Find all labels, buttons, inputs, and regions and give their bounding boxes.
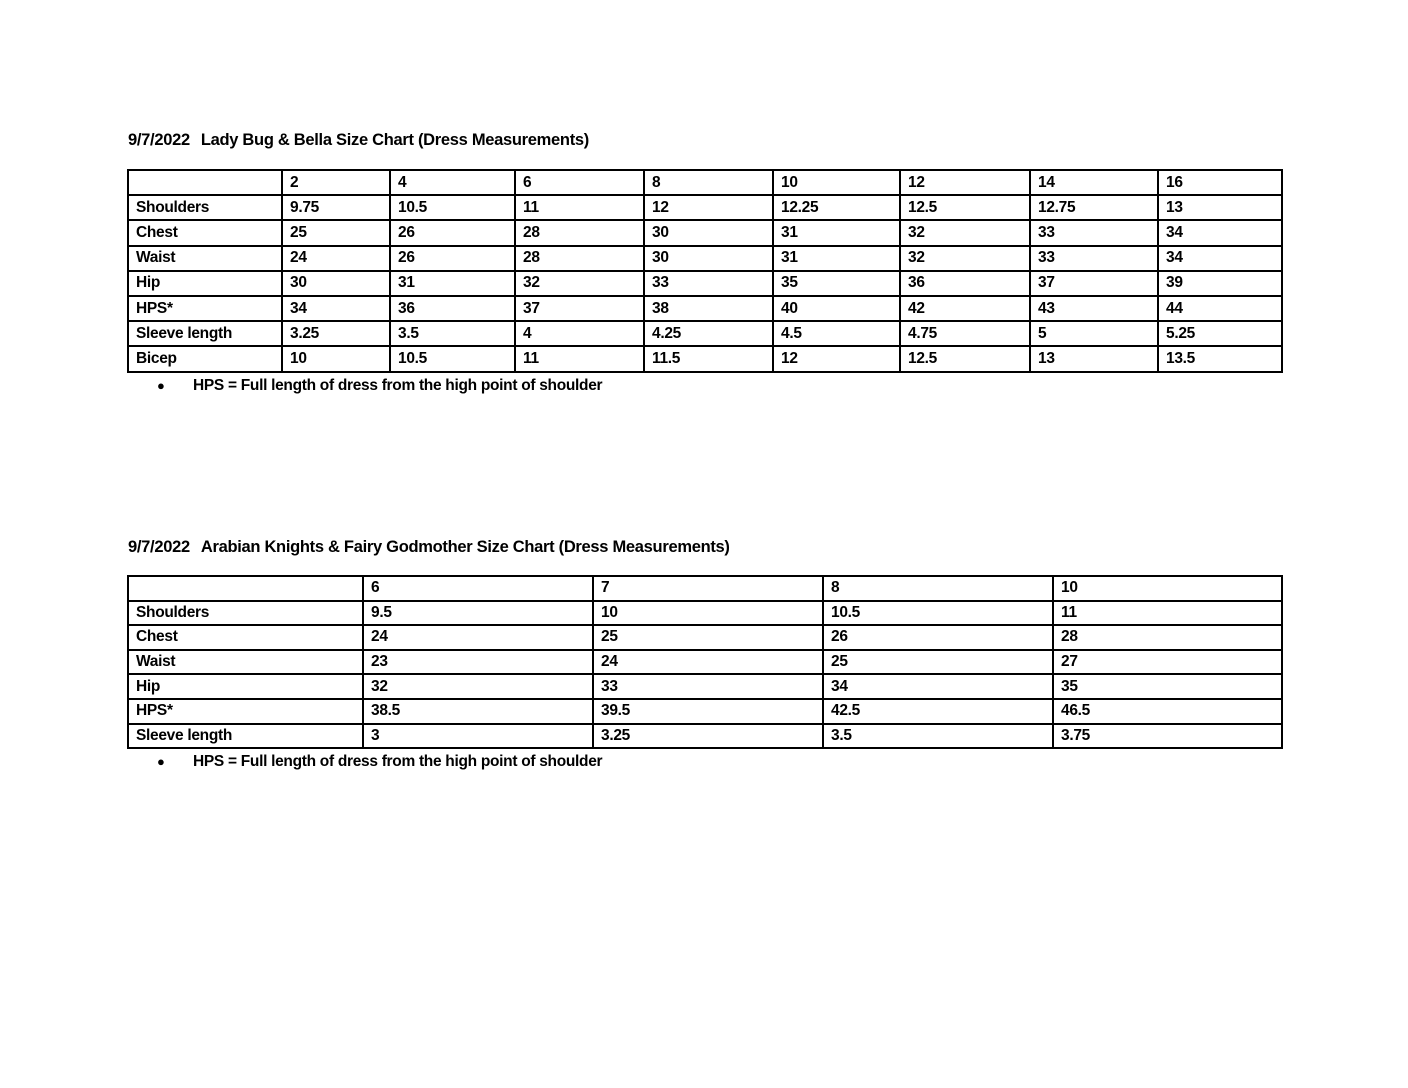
measurement-cell: 10.5	[390, 195, 515, 220]
measurement-cell: 32	[900, 246, 1030, 271]
measurement-cell: 9.75	[282, 195, 390, 220]
arabian-fairy-footnote	[127, 753, 1027, 771]
row-label: Sleeve length	[128, 321, 282, 346]
measurement-cell: 3	[363, 724, 593, 749]
column-header: 10	[773, 170, 900, 195]
measurement-cell: 30	[644, 246, 773, 271]
measurement-cell: 28	[1053, 625, 1282, 650]
row-label: Waist	[128, 650, 363, 675]
measurement-cell: 24	[363, 625, 593, 650]
measurement-cell: 4	[515, 321, 644, 346]
measurement-cell: 40	[773, 296, 900, 321]
measurement-cell: 33	[593, 674, 823, 699]
measurement-cell: 34	[1158, 246, 1282, 271]
table-row	[128, 321, 1282, 346]
measurement-cell: 10	[593, 601, 823, 626]
measurement-cell: 11	[1053, 601, 1282, 626]
measurement-cell: 12.25	[773, 195, 900, 220]
measurement-cell: 42.5	[823, 699, 1053, 724]
column-header: 14	[1030, 170, 1158, 195]
column-header	[128, 170, 282, 195]
measurement-cell: 5	[1030, 321, 1158, 346]
measurement-cell: 28	[515, 220, 644, 245]
chart-date: 9/7/2022	[128, 538, 190, 556]
chart-date: 9/7/2022	[128, 131, 190, 149]
row-label: Chest	[128, 220, 282, 245]
row-label: Shoulders	[128, 195, 282, 220]
measurement-cell: 11	[515, 195, 644, 220]
row-label: Chest	[128, 625, 363, 650]
measurement-cell: 3.5	[390, 321, 515, 346]
measurement-cell: 27	[1053, 650, 1282, 675]
column-header: 16	[1158, 170, 1282, 195]
row-label: Bicep	[128, 346, 282, 371]
measurement-cell: 10.5	[823, 601, 1053, 626]
measurement-cell: 23	[363, 650, 593, 675]
measurement-cell: 30	[644, 220, 773, 245]
measurement-cell: 38	[644, 296, 773, 321]
measurement-cell: 34	[1158, 220, 1282, 245]
measurement-cell: 34	[823, 674, 1053, 699]
measurement-cell: 4.25	[644, 321, 773, 346]
table-row	[128, 650, 1282, 675]
measurement-cell: 25	[823, 650, 1053, 675]
footnote-text: HPS = Full length of dress from the high point of shoulder	[193, 753, 603, 770]
measurement-cell: 26	[390, 246, 515, 271]
measurement-cell: 13.5	[1158, 346, 1282, 371]
column-header: 8	[823, 576, 1053, 601]
measurement-cell: 32	[515, 271, 644, 296]
footnote-text: HPS = Full length of dress from the high point of shoulder	[193, 377, 603, 394]
measurement-cell: 33	[1030, 246, 1158, 271]
measurement-cell: 3.25	[593, 724, 823, 749]
ladybug-bella-footnote	[127, 377, 1027, 395]
measurement-cell: 12	[644, 195, 773, 220]
measurement-cell: 42	[900, 296, 1030, 321]
measurement-cell: 4.75	[900, 321, 1030, 346]
column-header: 6	[515, 170, 644, 195]
table-row	[128, 699, 1282, 724]
measurement-cell: 11.5	[644, 346, 773, 371]
measurement-cell: 12.75	[1030, 195, 1158, 220]
measurement-cell: 31	[773, 220, 900, 245]
row-label: Hip	[128, 271, 282, 296]
ladybug-bella-chart-title	[128, 131, 589, 150]
column-header: 6	[363, 576, 593, 601]
measurement-cell: 4.5	[773, 321, 900, 346]
measurement-cell: 26	[390, 220, 515, 245]
bullet-icon: ●	[157, 754, 165, 770]
measurement-cell: 31	[773, 246, 900, 271]
measurement-cell: 31	[390, 271, 515, 296]
measurement-cell: 10.5	[390, 346, 515, 371]
column-header	[128, 576, 363, 601]
arabian-fairy-chart-title	[128, 538, 730, 557]
measurement-cell: 25	[282, 220, 390, 245]
measurement-cell: 32	[363, 674, 593, 699]
column-header: 2	[282, 170, 390, 195]
bullet-icon: ●	[157, 378, 165, 394]
measurement-cell: 12.5	[900, 195, 1030, 220]
column-header: 10	[1053, 576, 1282, 601]
measurement-cell: 10	[282, 346, 390, 371]
measurement-cell: 34	[282, 296, 390, 321]
table-row	[128, 271, 1282, 296]
measurement-cell: 13	[1030, 346, 1158, 371]
table-row	[128, 601, 1282, 626]
measurement-cell: 37	[515, 296, 644, 321]
measurement-cell: 39	[1158, 271, 1282, 296]
measurement-cell: 3.25	[282, 321, 390, 346]
measurement-cell: 3.5	[823, 724, 1053, 749]
measurement-cell: 39.5	[593, 699, 823, 724]
column-header: 4	[390, 170, 515, 195]
table-row	[128, 724, 1282, 749]
header-row	[128, 576, 1282, 601]
column-header: 8	[644, 170, 773, 195]
measurement-cell: 35	[773, 271, 900, 296]
measurement-cell: 37	[1030, 271, 1158, 296]
measurement-cell: 24	[282, 246, 390, 271]
measurement-cell: 5.25	[1158, 321, 1282, 346]
measurement-cell: 25	[593, 625, 823, 650]
row-label: Hip	[128, 674, 363, 699]
row-label: Shoulders	[128, 601, 363, 626]
ladybug-bella-size-table	[127, 169, 1283, 373]
row-label: Waist	[128, 246, 282, 271]
row-label: HPS*	[128, 296, 282, 321]
measurement-cell: 26	[823, 625, 1053, 650]
chart-title-text: Lady Bug & Bella Size Chart (Dress Measurements)	[200, 131, 589, 149]
chart-title-text: Arabian Knights & Fairy Godmother Size Chart (Dress Measurements)	[200, 538, 730, 556]
table-row	[128, 346, 1282, 371]
table-row	[128, 296, 1282, 321]
measurement-cell: 32	[900, 220, 1030, 245]
table-row	[128, 625, 1282, 650]
column-header: 7	[593, 576, 823, 601]
measurement-cell: 30	[282, 271, 390, 296]
table-row	[128, 220, 1282, 245]
measurement-cell: 36	[900, 271, 1030, 296]
measurement-cell: 44	[1158, 296, 1282, 321]
table-row	[128, 674, 1282, 699]
header-row	[128, 170, 1282, 195]
table-row	[128, 246, 1282, 271]
measurement-cell: 11	[515, 346, 644, 371]
measurement-cell: 28	[515, 246, 644, 271]
measurement-cell: 9.5	[363, 601, 593, 626]
table-row	[128, 195, 1282, 220]
measurement-cell: 13	[1158, 195, 1282, 220]
arabian-fairy-size-table	[127, 575, 1283, 749]
column-header: 12	[900, 170, 1030, 195]
measurement-cell: 38.5	[363, 699, 593, 724]
measurement-cell: 3.75	[1053, 724, 1282, 749]
measurement-cell: 33	[644, 271, 773, 296]
row-label: Sleeve length	[128, 724, 363, 749]
measurement-cell: 35	[1053, 674, 1282, 699]
row-label: HPS*	[128, 699, 363, 724]
measurement-cell: 46.5	[1053, 699, 1282, 724]
measurement-cell: 33	[1030, 220, 1158, 245]
measurement-cell: 12.5	[900, 346, 1030, 371]
measurement-cell: 12	[773, 346, 900, 371]
measurement-cell: 36	[390, 296, 515, 321]
measurement-cell: 43	[1030, 296, 1158, 321]
measurement-cell: 24	[593, 650, 823, 675]
